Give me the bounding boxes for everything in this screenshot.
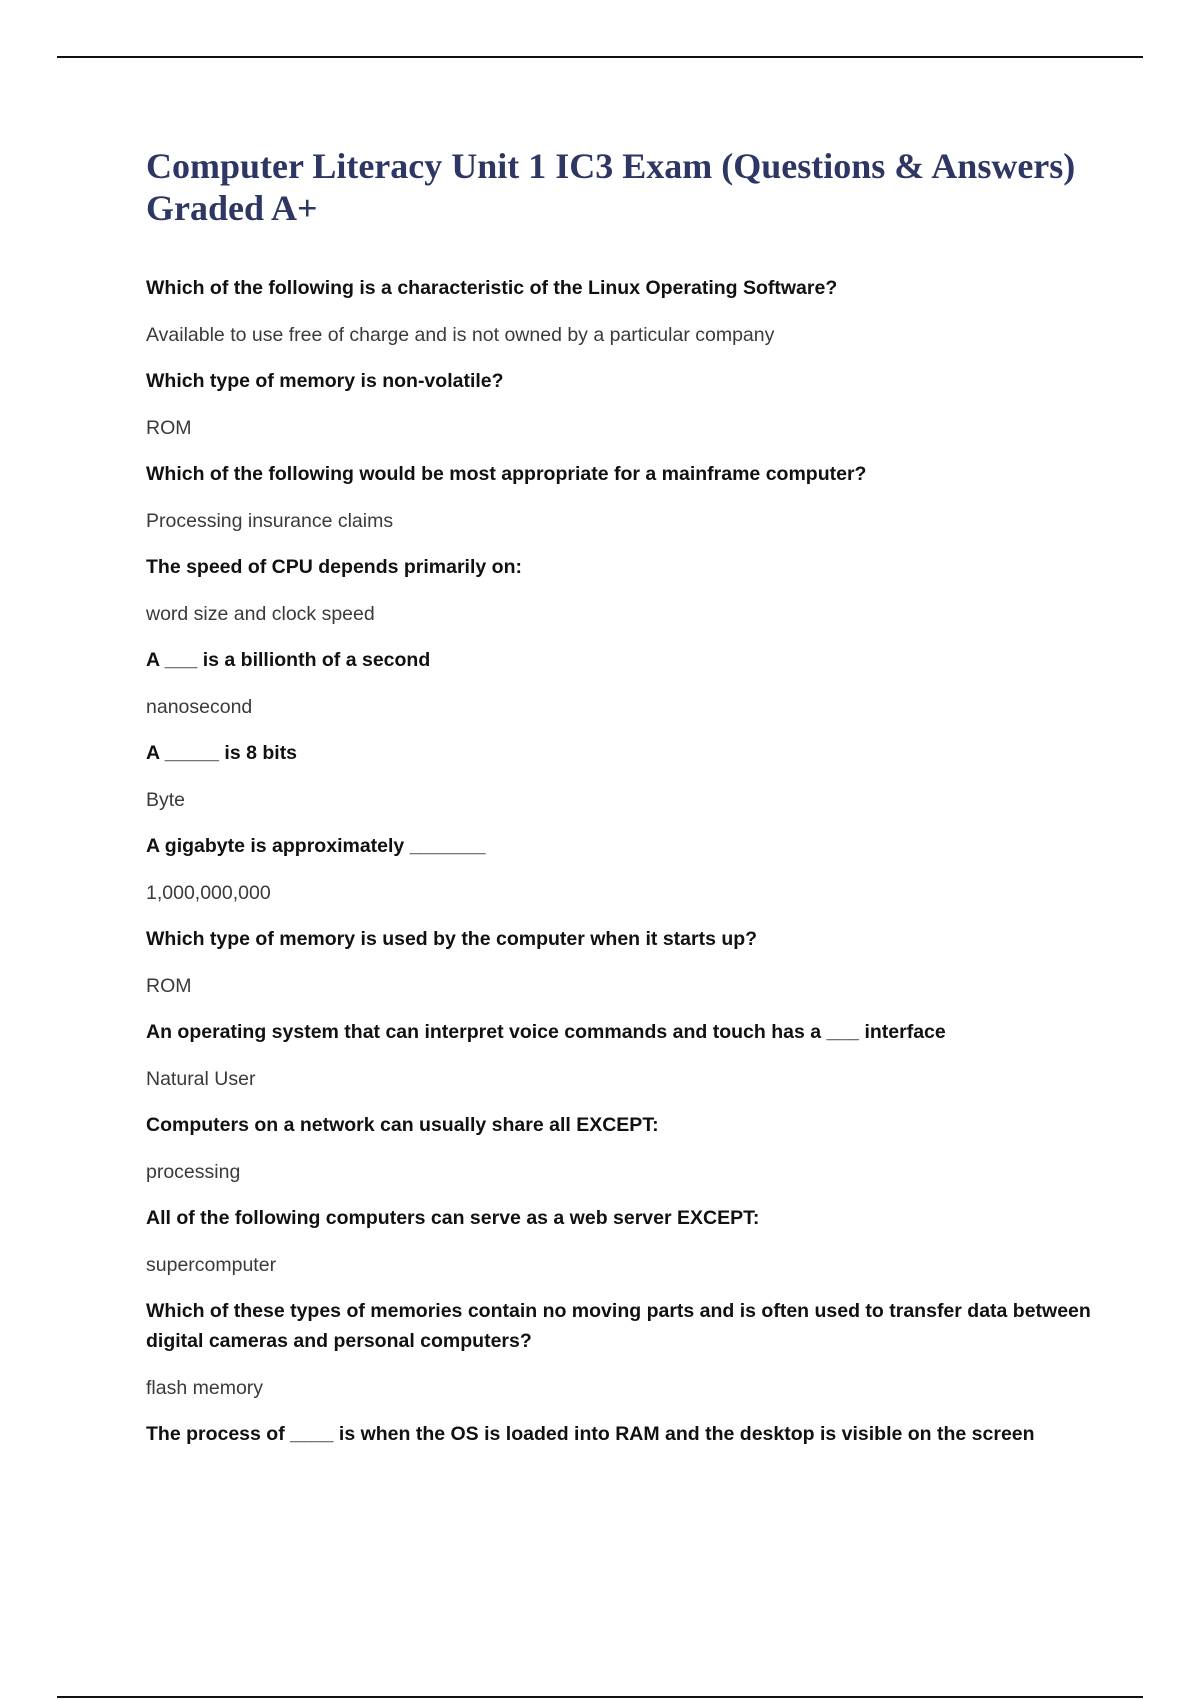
question: Which type of memory is non-volatile? (146, 370, 504, 392)
question: A gigabyte is approximately _______ (146, 835, 486, 857)
answer: word size and clock speed (146, 603, 375, 625)
answer: 1,000,000,000 (146, 882, 271, 904)
question: Which of the following would be most appropriate for a mainframe computer? (146, 463, 867, 485)
answer: ROM (146, 417, 192, 439)
question: The speed of CPU depends primarily on: (146, 556, 522, 578)
question: Which type of memory is used by the computer when it starts up? (146, 928, 758, 950)
question: An operating system that can interpret voice commands and touch has a ___ interface (146, 1021, 946, 1043)
answer: Byte (146, 789, 186, 811)
answer: flash memory (146, 1377, 264, 1399)
question: A _____ is 8 bits (146, 742, 298, 764)
document-title: Computer Literacy Unit 1 IC3 Exam (Questions & Answers) Graded A+ (146, 146, 1076, 228)
answer: ROM (146, 975, 192, 997)
answer: processing (146, 1161, 241, 1183)
answer: Available to use free of charge and is not owned by a particular company (146, 324, 775, 346)
footer-rule (57, 1696, 1143, 1698)
question: The process of ____ is when the OS is loaded into RAM and the desktop is visible on the screen (146, 1423, 1035, 1445)
qa-list (146, 273, 1106, 1449)
question: All of the following computers can serve as a web server EXCEPT: (146, 1207, 760, 1229)
question: Which of the following is a characteristic of the Linux Operating Software? (146, 277, 838, 299)
answer: Natural User (146, 1068, 256, 1090)
answer: supercomputer (146, 1254, 277, 1276)
answer: Processing insurance claims (146, 510, 394, 532)
question: Computers on a network can usually share all EXCEPT: (146, 1114, 659, 1136)
question: Which of these types of memories contain no moving parts and is often used to transfer data between digital cameras and personal computers? (146, 1300, 1091, 1352)
document-page (146, 145, 1106, 1466)
question: A ___ is a billionth of a second (146, 649, 431, 671)
answer: nanosecond (146, 696, 253, 718)
header-rule (57, 56, 1143, 58)
